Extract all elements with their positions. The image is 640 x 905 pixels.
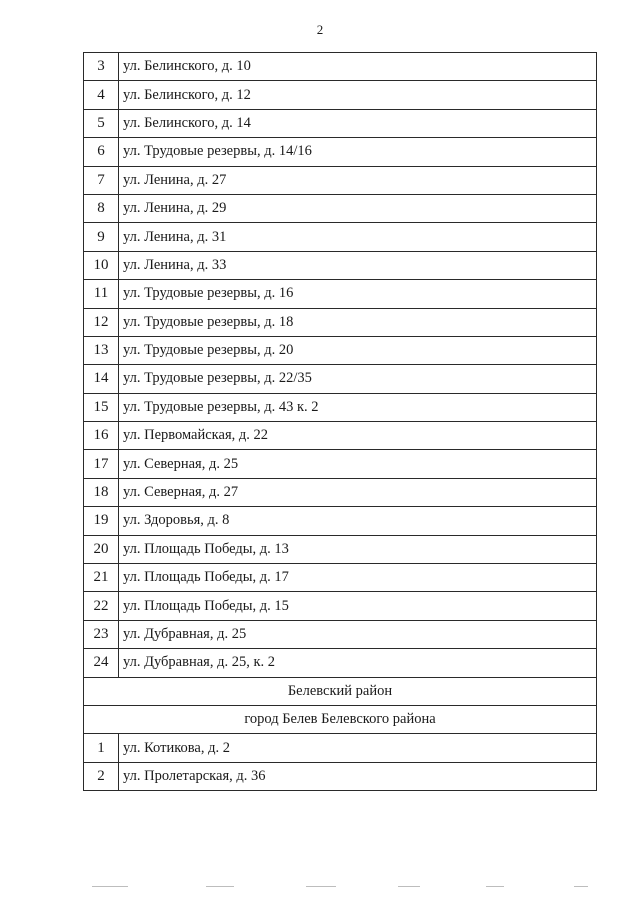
row-number: 20 <box>84 535 119 563</box>
address-cell: ул. Площадь Победы, д. 17 <box>119 564 597 592</box>
row-number: 17 <box>84 450 119 478</box>
address-cell: ул. Первомайская, д. 22 <box>119 422 597 450</box>
address-cell: ул. Трудовые резервы, д. 14/16 <box>119 138 597 166</box>
table-row <box>84 251 597 279</box>
scan-artifact <box>574 886 588 887</box>
scan-artifact <box>486 886 504 887</box>
scan-artifact <box>398 886 420 887</box>
row-number: 5 <box>84 109 119 137</box>
page-number: 2 <box>316 22 324 37</box>
row-number: 7 <box>84 166 119 194</box>
row-number: 13 <box>84 336 119 364</box>
address-cell: ул. Трудовые резервы, д. 20 <box>119 336 597 364</box>
table-row <box>84 507 597 535</box>
address-cell: ул. Ленина, д. 29 <box>119 194 597 222</box>
table-row <box>84 280 597 308</box>
table-row <box>84 53 597 81</box>
address-cell: ул. Трудовые резервы, д. 18 <box>119 308 597 336</box>
table-row <box>84 109 597 137</box>
table-row <box>84 478 597 506</box>
row-number: 19 <box>84 507 119 535</box>
table-row <box>84 535 597 563</box>
row-number: 8 <box>84 194 119 222</box>
address-cell: ул. Дубравная, д. 25, к. 2 <box>119 649 597 677</box>
row-number: 3 <box>84 53 119 81</box>
address-cell: ул. Белинского, д. 14 <box>119 109 597 137</box>
row-number: 14 <box>84 365 119 393</box>
table-row <box>84 592 597 620</box>
address-cell: ул. Северная, д. 27 <box>119 478 597 506</box>
table-row <box>84 422 597 450</box>
address-cell: ул. Северная, д. 25 <box>119 450 597 478</box>
district-name: Белевский район <box>84 677 597 705</box>
district-header-row <box>84 677 597 705</box>
scan-artifact <box>206 886 234 887</box>
row-number: 2 <box>84 762 119 790</box>
table-row <box>84 393 597 421</box>
address-table-body <box>84 53 597 791</box>
scan-artifact <box>306 886 336 887</box>
address-cell: ул. Трудовые резервы, д. 43 к. 2 <box>119 393 597 421</box>
address-cell: ул. Площадь Победы, д. 15 <box>119 592 597 620</box>
address-cell: ул. Дубравная, д. 25 <box>119 620 597 648</box>
row-number: 9 <box>84 223 119 251</box>
address-cell: ул. Трудовые резервы, д. 22/35 <box>119 365 597 393</box>
table-row <box>84 194 597 222</box>
row-number: 18 <box>84 478 119 506</box>
table-row <box>84 81 597 109</box>
address-cell: ул. Площадь Победы, д. 13 <box>119 535 597 563</box>
table-row <box>84 762 597 790</box>
row-number: 1 <box>84 734 119 762</box>
address-cell: ул. Ленина, д. 31 <box>119 223 597 251</box>
row-number: 10 <box>84 251 119 279</box>
address-cell: ул. Ленина, д. 27 <box>119 166 597 194</box>
row-number: 6 <box>84 138 119 166</box>
city-name: город Белев Белевского района <box>84 705 597 733</box>
city-header-row <box>84 705 597 733</box>
table-row <box>84 223 597 251</box>
table-row <box>84 138 597 166</box>
address-cell: ул. Белинского, д. 10 <box>119 53 597 81</box>
row-number: 15 <box>84 393 119 421</box>
table-row <box>84 365 597 393</box>
address-cell: ул. Пролетарская, д. 36 <box>119 762 597 790</box>
row-number: 4 <box>84 81 119 109</box>
table-row <box>84 620 597 648</box>
table-row <box>84 450 597 478</box>
address-cell: ул. Ленина, д. 33 <box>119 251 597 279</box>
table-row <box>84 336 597 364</box>
address-cell: ул. Белинского, д. 12 <box>119 81 597 109</box>
table-row <box>84 564 597 592</box>
row-number: 12 <box>84 308 119 336</box>
table-row <box>84 649 597 677</box>
row-number: 22 <box>84 592 119 620</box>
table-row <box>84 308 597 336</box>
scan-artifact <box>92 886 128 887</box>
row-number: 21 <box>84 564 119 592</box>
address-cell: ул. Котикова, д. 2 <box>119 734 597 762</box>
address-cell: ул. Здоровья, д. 8 <box>119 507 597 535</box>
row-number: 16 <box>84 422 119 450</box>
row-number: 11 <box>84 280 119 308</box>
address-cell: ул. Трудовые резервы, д. 16 <box>119 280 597 308</box>
address-table <box>83 52 597 791</box>
table-row <box>84 166 597 194</box>
table-row <box>84 734 597 762</box>
row-number: 24 <box>84 649 119 677</box>
row-number: 23 <box>84 620 119 648</box>
